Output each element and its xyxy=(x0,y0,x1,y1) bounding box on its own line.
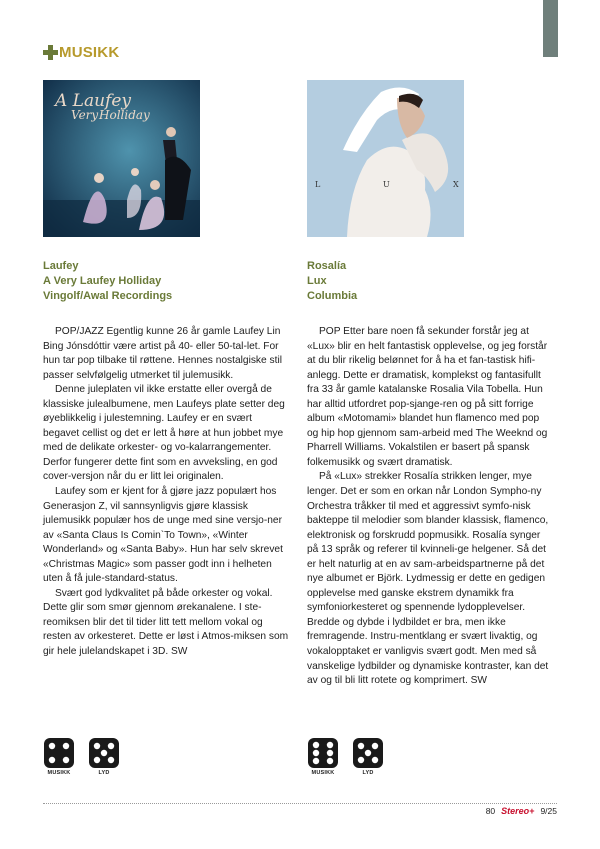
dice-pip xyxy=(327,742,333,748)
dice-pip xyxy=(63,757,69,763)
review-body xyxy=(43,325,289,660)
cover-letter-u: U xyxy=(383,180,390,189)
review-paragraph: POP Etter bare noen få sekunder forstår jeg at «Lux» blir en helt fantastisk opplevelse, og jeg forstår at du blir rikelig belønnet for å ha et fan-tastisk hifi-anlegg. Dette er dramatisk, komplekst og fantasifullt fra 33 år gamle katalanske Rosalia Vila Tobella. Hun har alltid utfordret pop-sjange-ren og på sitt forrige album «Motomami» blandet hun flamenco med pop og hip hop gjennom sam-arbeid med The Weeknd og Pharrell Williams. Vokalstilen er basert på spansk folkemusikk og svært dramatisk. xyxy=(307,326,548,468)
review-laufey xyxy=(43,80,288,660)
rating-musikk xyxy=(43,738,75,776)
review-paragraph: På «Lux» strekker Rosalía strikken lenger, mye lenger. Det er som en orkan når London Sympho-ny Orchestra tråkker til med et aggressivt symfo-nisk bakteppe til melodier som blander klassisk, flamenco, elektronisk og forskrudd popmusikk. Rosalía synger på 13 språk og referer til kvinneli-ge helgener. Så det er helt naturlig at en av sam-arbeidspartnerne på det nye albumet er Björk. Lydmessig er dette en gedigen opplevelse med ganske ekstrem dynamikk fra symfoniorkesteret og spennende lydopplevelser. Bredde og dybde i lydbildet er bra, men ikke fremragende. Instru-mentklang er svært livaktig, og vokalopptaket er vanligvis svært godt. Men med så vanskelige lydbilder og dynamiske kontraster, kan det av og til bli litt rotete og komprimert. SW xyxy=(307,471,549,687)
dice-pip xyxy=(49,757,55,763)
page-footer xyxy=(486,806,557,816)
dice-pip xyxy=(63,743,69,749)
dice-pip xyxy=(108,757,114,763)
dice-face xyxy=(308,738,338,768)
issue-number: 9/25 xyxy=(540,806,557,816)
dice-pip xyxy=(101,750,107,756)
dice-pip xyxy=(365,750,371,756)
album-meta xyxy=(43,259,288,304)
magazine-logo: Stereo+ xyxy=(501,806,535,816)
dice-face xyxy=(44,738,74,768)
album-cover-laufey xyxy=(43,80,200,237)
dice-pip xyxy=(313,758,319,764)
dice-pip xyxy=(94,743,100,749)
album-title: A Very Laufey Holliday xyxy=(43,275,162,287)
dice-pip xyxy=(327,750,333,756)
rating-dice-laufey xyxy=(43,738,120,776)
rating-lyd xyxy=(352,738,384,776)
dice-pip xyxy=(327,758,333,764)
dice-pip xyxy=(372,743,378,749)
rating-musikk xyxy=(307,738,339,776)
record-label: Vingolf/Awal Recordings xyxy=(43,290,173,302)
plus-icon xyxy=(43,45,58,60)
dice-icon xyxy=(353,738,383,768)
album-meta xyxy=(307,259,552,304)
dice-pip xyxy=(358,757,364,763)
rating-label: MUSIKK xyxy=(311,770,335,776)
review-body xyxy=(307,325,553,689)
review-paragraph: POP/JAZZ Egentlig kunne 26 år gamle Laufey Lin Bing Jónsdóttir være artist på 40- eller 50-tal-let. For hun tar pop tilbake til røttene. Hennes nostalgiske stil passer selvfølgelig utmerket til julemusikk. xyxy=(43,326,282,381)
review-rosalia xyxy=(307,80,552,689)
dice-pip xyxy=(108,743,114,749)
cover-text-2: Very xyxy=(71,108,99,122)
rating-label: LYD xyxy=(98,770,110,776)
dice-pip xyxy=(94,757,100,763)
dice-pip xyxy=(313,742,319,748)
dice-icon xyxy=(89,738,119,768)
rating-label: LYD xyxy=(362,770,374,776)
footer-divider xyxy=(43,803,557,804)
dice-pip xyxy=(313,750,319,756)
artist-name: Rosalía xyxy=(307,260,347,272)
rating-label: MUSIKK xyxy=(47,770,71,776)
rating-lyd xyxy=(88,738,120,776)
section-header xyxy=(43,42,119,62)
review-paragraph: Laufey som er kjent for å gjøre jazz populært hos Generasjon Z, vil sannsynligvis gjøre klassisk julemusikk populær hos de unge med sine versjo-ner av «Santa Claus Is Comin`To Town», «Winter Wonderland» og «Santa Baby». Hun har selv skrevet «Christmas Magic» som passer godt inn i helheten uten å få jule-standard-status. xyxy=(43,486,283,585)
cover-text-3: Holliday xyxy=(99,108,150,122)
review-paragraph: Svært god lydkvalitet på både orkester og vokal. Dette glir som smør gjennom ørekanalene. I ste-reomiksen blir det til tider litt tett mellom vokal og resten av orkesteret. Dette er løst i Atmos-miksen som gir hele julelandskapet i 3D. SW xyxy=(43,587,289,658)
dice-icon xyxy=(308,738,338,768)
record-label: Columbia xyxy=(307,290,358,302)
dice-pip xyxy=(372,757,378,763)
dice-pip xyxy=(358,743,364,749)
cover-letter-l: L xyxy=(315,180,321,189)
cover-letter-x: X xyxy=(453,180,459,189)
album-cover-rosalia xyxy=(307,80,464,237)
rating-dice-rosalia xyxy=(307,738,384,776)
artist-name: Laufey xyxy=(43,260,79,272)
dice-icon xyxy=(44,738,74,768)
album-cover-art xyxy=(307,80,464,237)
review-paragraph: Denne juleplaten vil ikke erstatte eller overgå de klassiske julealbumene, men Laufeys plate setter deg øyeblikkelig i julestemning. Laufey er en svært begavet cellist og det er lett å høre at hun jobbet mye med de delikate orkester- og vo-kalarrangementer. Derfor fungerer dette fint som en avveksling, en god cover-versjon når du er litt lei originalen. xyxy=(43,384,285,483)
page-number: 80 xyxy=(485,806,496,816)
album-title: Lux xyxy=(307,275,327,287)
corner-tab xyxy=(543,0,558,57)
section-title: MUSIKK xyxy=(59,43,120,61)
dice-pip xyxy=(49,743,55,749)
cover-text-1: A Laufey xyxy=(55,91,132,111)
